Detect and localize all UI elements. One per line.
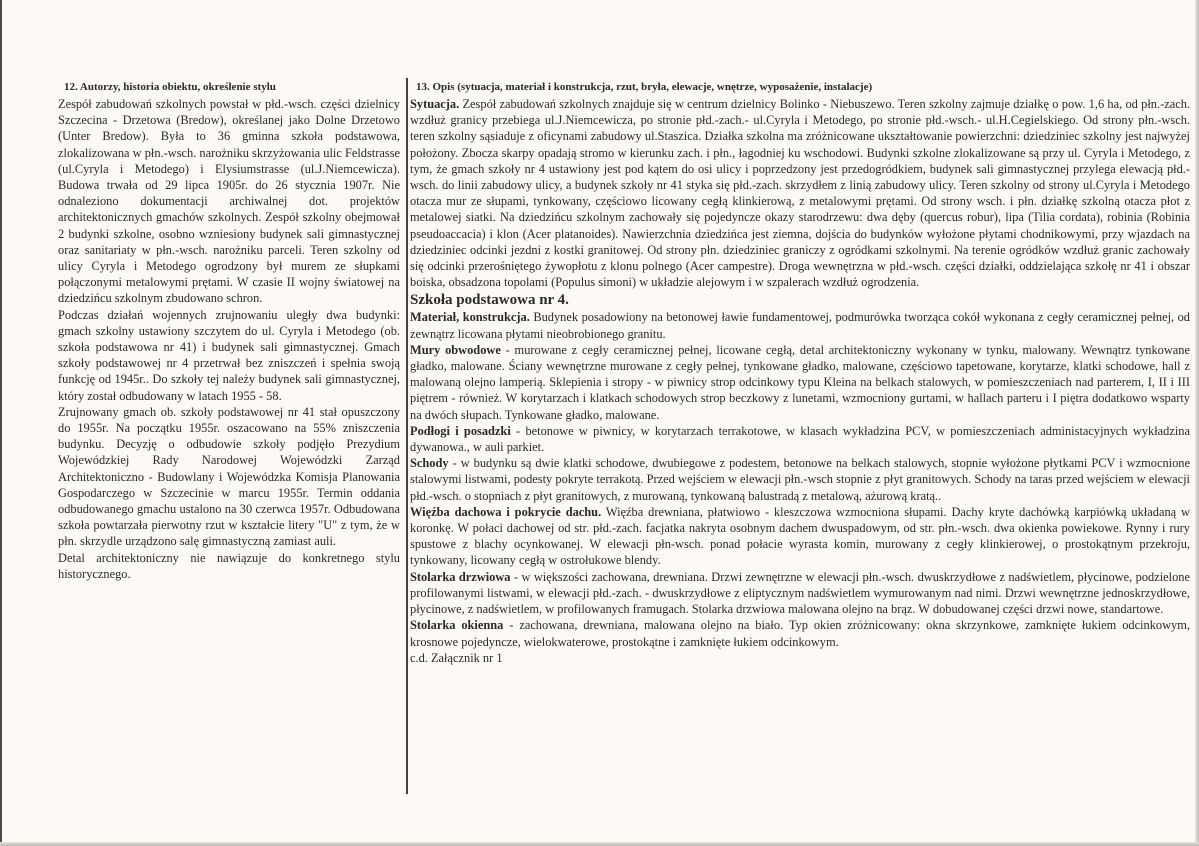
section-lead: Materiał, konstrukcja. [410,310,530,325]
section-text: - betonowe w piwnicy, w korytarzach terrakotowe, w klasach wykładzina PCV, w pomieszczeniach administacyjnych wykładzina dywanowa., w auli parkiet. [410,423,1190,455]
scan-edge-left [0,0,2,846]
history-paragraph: Detal architektoniczny nie nawiązuje do konkretnego stylu historycznego. [58,550,400,581]
material-paragraph [410,309,1190,341]
stairs-paragraph [410,455,1190,504]
history-column [58,79,400,582]
description-column [410,79,1190,666]
scan-edge-right [1195,0,1199,846]
section-text: - zachowana, drewniana, malowana olejno na biało. Typ okien zróżnicowany: okna skrzynkowe, zamknięte łukiem odcinkowym, krosnowe pojedyncze, wielokwaterowe, prostokątne i zamknięte łukiem odcinkowym. [410,618,1190,649]
history-heading: 12. Autorzy, historia obiektu, określenie stylu [64,81,276,93]
section-lead: Stolarka drzwiowa [410,569,511,584]
walls-paragraph [410,342,1190,423]
continuation-note: c.d. Załącznik nr 1 [410,650,503,665]
description-heading: 13. Opis (sytuacja, materiał i konstrukcja, rzut, bryła, elewacje, wnętrze, wyposażenie, instalacje) [416,81,873,93]
situation-text: Zespół zabudowań szkolnych znajduje się w centrum dzielnicy Bolinko - Niebuszewo. Teren szkolny zajmuje działkę o pow. 1,6 ha, od płn.-zach. wzdłuż granicy przebiega ul.J.Niemcewicza, po stronie płd.-zach.- ul.Cyryla i Metodego, po stronie płd.-wsch.- ul.H.Cegielskiego. Od strony płn.-wsch. teren szkolny sąsiaduje z oficynami zabudowy ul.Staszica. Działka szkolna ma zróżnicowane ukształtowanie powierzchni: dziedziniec szkolny jest najwyżej położony. Zbocza skarpy opadają stromo w kierunku zach. i płn., łagodniej ku wschodowi. Budynki szkolne zlokalizowane są przy ul. Cyryla i Metodego, z tym, że gmach szkoły nr 4 ustawiony jest pod kątem do osi ulicy i poprzedzony jest przedogródkiem, budynek sali gimnastycznej przylega elewacją płd.-wsch. do linii zabudowy ulicy, a budynek szkoły nr 41 styka się płd.-zach. skrzydłem z linią zabudowy ulicy. Teren szkolny od strony ul.Cyryla i Metodego otacza mur ze słupami, tynkowany, częściowo licowany cegłą klinkierową, z metalowymi prętami. Od strony wsch. i płn. działkę szkolną otacza płot z metalowej siatki. Na dziedzińcu szkolnym zachowały się pojedyncze okazy starodrzewu: dwa dęby (quercus robur), lipa (Tilia cordata), robinia (Robinia pseudoaccacia) i klon (Acer platanoides). Nawierzchnia dziedzińca jest ziemna, dojścia do budynków wyłożone płytami chodnikowymi, przy wjazdach na dziedziniec odcinki jezdni z kostki granitowej. Od strony płn. dziedziniec graniczy z ogródkami szkolnymi. Na terenie ogródków wzdłuż granic zachowały się odcinki przerośniętego żywopłotu z klonu polnego (Acer campestre). Droga wewnętrzna w płd.-wsch. części działki, oddzielająca szkołę nr 41 i obszar boiska, obsadzona topolami (Populus simoni) w układzie alejowym i w szpalerach wzdłuż ogrodzenia. [410,97,1190,290]
column-divider [406,78,408,794]
section-text: Budynek posadowiony na betonowej ławie fundamentowej, podmurówka tworząca cokół wykonana z cegły ceramicznej pełnej, od zewnątrz licowana płytami nieobrobionego granitu. [410,310,1190,341]
floors-paragraph [410,423,1190,455]
section-lead: Więźba dachowa i pokrycie dachu. [410,504,602,519]
situation-lead: Sytuacja. [410,97,460,111]
roof-paragraph [410,504,1190,569]
section-lead: Podłogi i posadzki [410,423,511,438]
windows-paragraph [410,617,1190,649]
school-subheading: Szkoła podstawowa nr 4. [410,292,569,309]
doors-paragraph [410,569,1190,618]
history-paragraph: Zespół zabudowań szkolnych powstał w płd.-wsch. części dzielnicy Szczecina - Drzetowa (Bredow), określanej jako Dolne Drzetowo (Unter Bredow). Była to 36 gminna szkoła podstawowa, zlokalizowana w płn.-wsch. narożniku skrzyżowania ulic Feldstrasse (ul.Cyryla i Metodego) i Elysiumstrasse (ul.J.Niemcewicza). Budowa trwała od 29 lipca 1905r. do 26 stycznia 1907r. Nie odnaleziono dokumentacji archiwalnej dot. projektów architektonicznych gmachów szkolnych. Zespół szkolny obejmował 2 budynki szkolne, osobno wzniesiony budynek sali gimnastycznej oraz sanitariaty w płn.-wsch. narożniku parceli. Teren szkolny od ulicy Cyryla i Metodego ogrodzony był murem ze słupkami połączonymi metalowymi prętami. W czasie II wojny światowej na dziedzińcu szkolnym zbudowano schron. [58,97,401,306]
section-text: - w większości zachowana, drewniana. Drzwi zewnętrzne w elewacji płn.-wsch. dwuskrzydłowe z nadświetlem, płycinowe, podzielone profilowanymi listwami, w elewacji płd.-zach. - dwuskrzydłowe z eliptycznym nadświetlem wymurowanym nad nimi. Drzwi wewnętrzne jednoskrzydłowe, płycinowe, z nadświetlem, w profilowanych framugach. Stolarka drzwiowa malowana olejno na brąz. W dobudowanej części drzwi nowe, standartowe. [410,569,1191,617]
section-lead: Stolarka okienna [410,618,504,633]
section-text: Więźba drewniana, płatwiowo - kleszczowa wzmocniona słupami. Dachy kryte dachówką karpiówką układaną w koronkę. W połaci dachowej od str. płd.-zach. facjatka nakryta osobnym dachem dwuspadowym, od str. płn.-wsch. dwa okienka powiekowe. Rynny i rury spustowe z blachy ocynkowanej. W elewacji płn-wsch. ponad połacie wyrasta komin, murowany z cegły klinkierowej, o prostokątnym przekroju, tynkowany, licowany cegłą w ostrołukowe blendy. [410,504,1190,568]
section-text: - w budynku są dwie klatki schodowe, dwubiegowe z podestem, betonowe na belkach stalowych, stopnie wyłożone płytkami PCV i wzmocnione stalowymi listwami, podesty pokryte terrakotą. Przed wejściem w elewacji płn.-wsch stopnie z płyt granitowych. Schody na taras przed wejściem w elewacji płd.-wsch. o stopniach z płyt granitowych, z murowaną, tynkowaną balustradą z metalową, ażurową kratą.. [410,456,1190,503]
section-text: - murowane z cegły ceramicznej pełnej, licowane cegłą, detal architektoniczny wykonany w tynku, malowany. Wewnątrz tynkowane gładko, malowane. Ściany wewnętrzne murowane z cegły pełnej, tynkowane gładko, malowane, częściowo tapetowane, korytarze, klatki schodowe, hall z malowaną olejno lamperią. Sklepienia i stropy - w piwnicy strop odcinkowy typu Kleina na belkach stalowych, w pomieszczeniach nad parterem, I, II i III piętrem - również. W korytarzach i klatkach schodowych strop beczkowy z lunetami, wzmocniony gurtami, w hallach parteru i I piętra dodatkowo wsparty na dwóch słupach. Tynkowane gładko, malowane. [410,342,1190,422]
section-lead: Mury obwodowe [410,342,501,357]
history-paragraph: Zrujnowany gmach ob. szkoły podstawowej nr 41 stał opuszczony do 1955r. Na początku 1955r. oszacowano na 55% zniszczenia budynku. Decyzję o odbudowie szkoły podjęło Prezydium Wojewódzkiej Rady Narodowej Wojewódzki Zarząd Architektoniczno - Budowlany i Wojewódzka Komisja Planowania Gospodarczego w Szczecinie w marcu 1955r. Termin oddania odbudowanego gmachu ustalono na 30 czerwca 1957r. Odbudowana szkoła powtarzała pierwotny rzut w kształcie litery "U" z tym, że w płn. skrzydle urządzono salę gimnastyczną zamiast auli. [58,404,400,549]
history-paragraph: Podczas działań wojennych zrujnowaniu uległy dwa budynki: gmach szkolny ustawiony szczytem do ul. Cyryla i Metodego (ob. szkoła podstawowa nr 41) i budynek sali gimnastycznej. Gmach szkoły podstawowej nr 4 przetrwał bez zniszczeń i spełnia swoją funkcję od 1945r.. Do szkoły tej należy budynek sali gimnastycznej, który został odbudowany w latach 1955 - 58. [58,307,400,403]
scan-edge-bottom [0,842,1199,846]
situation-paragraph [410,96,1190,290]
section-lead: Schody [410,456,449,471]
